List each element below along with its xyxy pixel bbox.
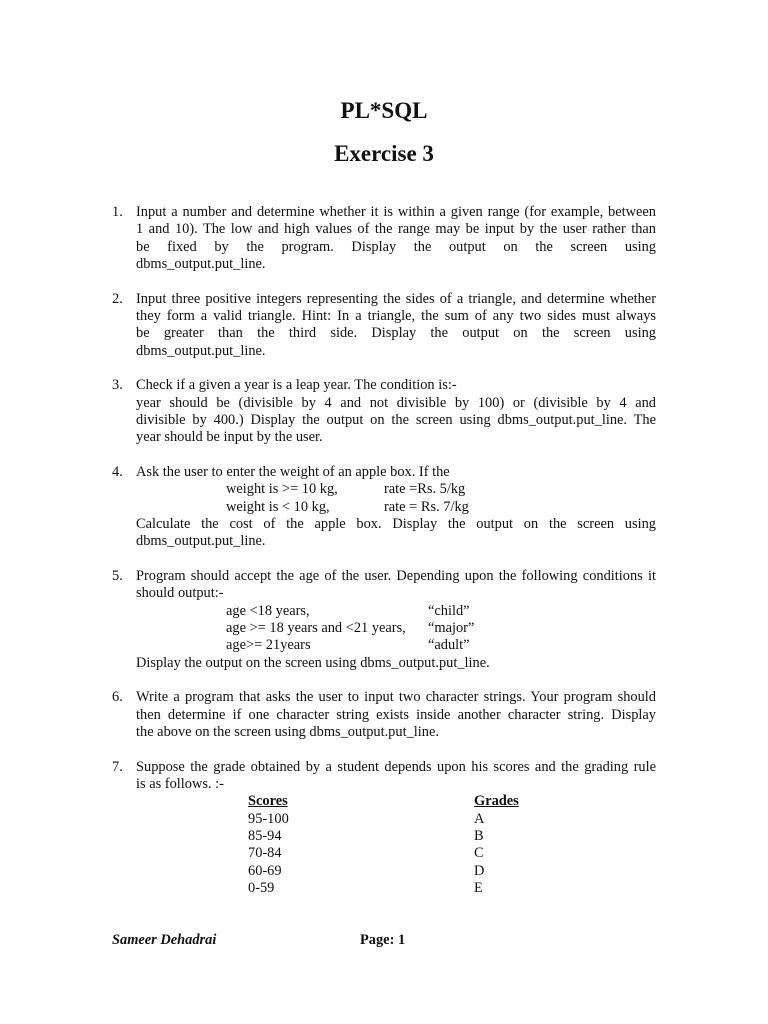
- question-line: Input three positive integers representing the sides of a triangle, and determine whether: [136, 290, 656, 307]
- grade-letter: D: [474, 862, 485, 879]
- age-row: [136, 603, 656, 620]
- question-line: divisible by 400.) Display the output on the screen using dbms_output.put_line. The: [136, 411, 656, 428]
- age-condition: age>= 21years: [226, 637, 311, 654]
- question-line: 1 and 10). The low and high values of the range may be input by the user rather than: [136, 221, 656, 238]
- grade-letter: B: [474, 827, 484, 844]
- footer-page-number: Page: 1: [360, 932, 406, 948]
- question-1: [112, 204, 656, 273]
- grade-row: [136, 880, 656, 897]
- question-line: is as follows. :-: [136, 776, 224, 793]
- age-output: “child”: [428, 602, 470, 619]
- score-range: 60-69: [248, 862, 282, 879]
- weight-condition: weight is < 10 kg,: [226, 498, 330, 515]
- question-line: year should be input by the user.: [136, 429, 323, 446]
- question-line: they form a valid triangle. Hint: In a triangle, the sum of any two sides must always: [136, 307, 656, 324]
- rate-row: [136, 499, 656, 516]
- score-range: 85-94: [248, 827, 282, 844]
- question-3: [112, 377, 656, 446]
- page-title: PL*SQL: [340, 98, 428, 123]
- age-condition: age <18 years,: [226, 602, 310, 619]
- weight-rate: rate =Rs. 5/kg: [384, 481, 466, 498]
- question-5: [112, 568, 656, 672]
- rate-row: [136, 481, 656, 498]
- age-condition: age >= 18 years and <21 years,: [226, 619, 406, 636]
- grade-table-header: [136, 793, 656, 810]
- question-line: then determine if one character string exists inside another character string. Display: [136, 706, 656, 723]
- question-number: 3.: [112, 377, 123, 394]
- footer-author: Sameer Dehadrai: [112, 932, 217, 948]
- score-range: 70-84: [248, 845, 282, 862]
- age-row: [136, 637, 656, 654]
- grade-letter: A: [474, 810, 485, 827]
- question-line: Check if a given a year is a leap year. The condition is:-: [136, 377, 457, 394]
- question-line: Ask the user to enter the weight of an apple box. If the: [136, 464, 450, 481]
- question-line: Display the output on the screen using dbms_output.put_line.: [136, 654, 490, 671]
- question-line: Program should accept the age of the user. Depending upon the following conditions it: [136, 568, 656, 585]
- question-number: 5.: [112, 568, 123, 585]
- grade-letter: C: [474, 845, 484, 862]
- question-2: [112, 291, 656, 360]
- score-range: 0-59: [248, 879, 275, 896]
- page-subtitle: Exercise 3: [334, 141, 434, 166]
- age-output: “adult”: [428, 637, 470, 654]
- question-line: should output:-: [136, 585, 224, 602]
- question-number: 4.: [112, 464, 123, 481]
- question-line: Input a number and determine whether it is within a given range (for example, between: [136, 204, 656, 220]
- question-number: 2.: [112, 290, 123, 307]
- grade-row: [136, 811, 656, 828]
- question-line: dbms_output.put_line.: [136, 533, 266, 550]
- question-line: be greater than the third side. Display the output on the screen using: [136, 325, 656, 342]
- question-line: dbms_output.put_line.: [136, 342, 266, 359]
- scores-header: Scores: [248, 793, 288, 810]
- grade-row: [136, 828, 656, 845]
- question-line: Write a program that asks the user to input two character strings. Your program should: [136, 689, 656, 706]
- weight-condition: weight is >= 10 kg,: [226, 481, 338, 498]
- question-line: year should be (divisible by 4 and not divisible by 100) or (divisible by 4 and: [136, 394, 656, 411]
- age-row: [136, 620, 656, 637]
- age-output: “major”: [428, 619, 475, 636]
- question-number: 6.: [112, 689, 123, 706]
- question-number: 1.: [112, 204, 123, 220]
- grade-row: [136, 863, 656, 880]
- score-range: 95-100: [248, 810, 289, 827]
- exercise-list: [112, 204, 656, 897]
- question-line: be fixed by the program. Display the output on the screen using: [136, 238, 656, 255]
- question-6: [112, 689, 656, 741]
- question-4: [112, 464, 656, 550]
- question-line: the above on the screen using dbms_output.put_line.: [136, 723, 439, 740]
- question-7: [112, 759, 656, 897]
- question-number: 7.: [112, 758, 123, 775]
- grade-letter: E: [474, 879, 483, 896]
- grades-header: Grades: [474, 793, 519, 810]
- question-line: dbms_output.put_line.: [136, 255, 266, 272]
- question-line: Calculate the cost of the apple box. Display the output on the screen using: [136, 515, 656, 532]
- question-line: Suppose the grade obtained by a student depends upon his scores and the grading rule: [136, 758, 656, 775]
- grade-row: [136, 845, 656, 862]
- weight-rate: rate = Rs. 7/kg: [384, 498, 469, 515]
